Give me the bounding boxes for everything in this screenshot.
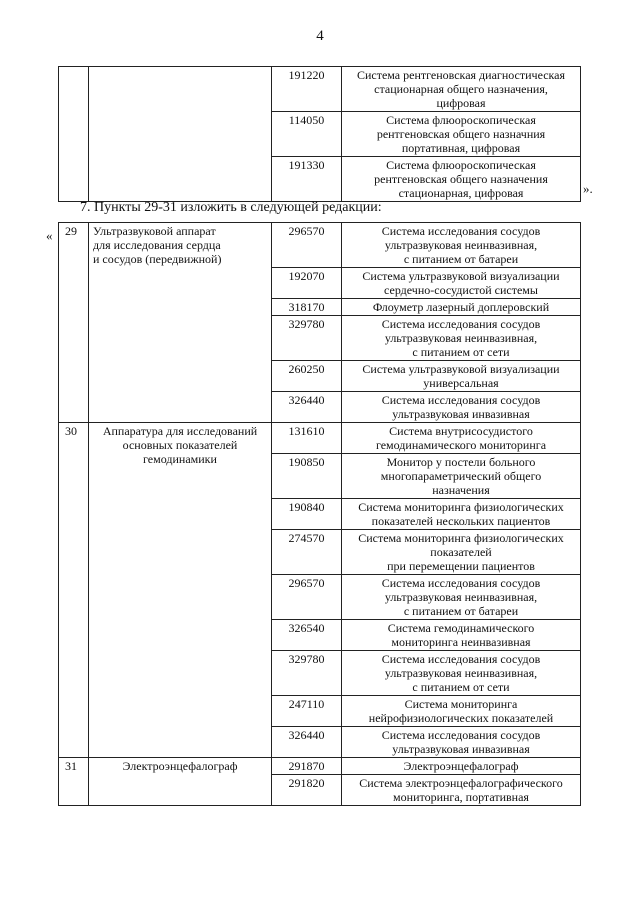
equipment-name-line: Система флюороскопическая	[386, 158, 536, 172]
equipment-name-line: рентгеновская общего назначения	[374, 172, 548, 186]
code-cell: 296570	[272, 223, 342, 268]
table-row	[59, 67, 581, 112]
equipment-name-line: стационарная, цифровая	[398, 186, 524, 200]
equipment-name-line: ультразвуковая неинвазивная,	[384, 331, 538, 345]
code-cell: 131610	[272, 423, 342, 454]
device-name-cell	[89, 758, 272, 806]
equipment-name-line: Монитор у постели больного	[386, 455, 536, 469]
equipment-name-line: с питанием от сети	[412, 680, 510, 694]
equipment-name-line: с питанием от батареи	[403, 604, 519, 618]
code-cell: 318170	[272, 299, 342, 316]
code-cell: 274570	[272, 530, 342, 575]
item-number-cell: 31	[59, 758, 89, 806]
equipment-name-line: Система ультразвуковой визуализации	[362, 362, 560, 376]
code-cell: 326440	[272, 727, 342, 758]
equipment-name-cell	[342, 620, 581, 651]
device-name-line: гемодинамики	[143, 452, 217, 466]
page-number: 4	[316, 28, 324, 44]
equipment-name-line: Система ультразвуковой визуализации	[362, 269, 560, 283]
equipment-name-cell	[342, 758, 581, 775]
opening-quote: «	[46, 228, 53, 243]
device-name-line: Электроэнцефалограф	[122, 759, 238, 773]
equipment-name-line: ультразвуковая инвазивная	[392, 407, 530, 421]
device-name-line: и сосудов (передвижной)	[93, 252, 222, 266]
equipment-name-line: показателей	[430, 545, 492, 559]
device-name-cell	[89, 67, 272, 202]
device-name-line: основных показателей	[122, 438, 238, 452]
code-cell: 191220	[272, 67, 342, 112]
equipment-name-cell	[342, 775, 581, 806]
equipment-name-line: гемодинамического мониторинга	[375, 438, 547, 452]
equipment-name-cell	[342, 223, 581, 268]
equipment-name-line: Электроэнцефалограф	[403, 759, 519, 773]
equipment-name-cell	[342, 268, 581, 299]
device-name-cell	[89, 423, 272, 758]
equipment-name-cell	[342, 499, 581, 530]
code-cell: 326540	[272, 620, 342, 651]
device-name-cell	[89, 223, 272, 423]
code-cell: 260250	[272, 361, 342, 392]
table-row	[59, 423, 581, 454]
code-cell: 247110	[272, 696, 342, 727]
equipment-name-line: ультразвуковая инвазивная	[392, 742, 530, 756]
closing-quote: ».	[583, 181, 593, 196]
equipment-name-line: Система исследования сосудов	[381, 393, 541, 407]
code-cell: 291870	[272, 758, 342, 775]
equipment-name-cell	[342, 530, 581, 575]
code-cell: 190840	[272, 499, 342, 530]
equipment-name-cell	[342, 299, 581, 316]
equipment-name-line: Система исследования сосудов	[381, 224, 541, 238]
code-cell: 329780	[272, 316, 342, 361]
item-number-cell: 30	[59, 423, 89, 758]
equipment-name-line: Система исследования сосудов	[381, 317, 541, 331]
equipment-name-cell	[342, 67, 581, 112]
equipment-name-cell	[342, 157, 581, 202]
equipment-name-line: Система исследования сосудов	[381, 576, 541, 590]
item-number-cell	[59, 67, 89, 202]
table-row	[59, 223, 581, 268]
equipment-name-cell	[342, 454, 581, 499]
device-name-line: Аппаратура для исследований	[102, 424, 258, 438]
equipment-name-line: универсальная	[423, 376, 499, 390]
equipment-name-line: стационарная общего назначения,	[374, 82, 548, 96]
code-cell: 191330	[272, 157, 342, 202]
equipment-name-line: Система исследования сосудов	[381, 728, 541, 742]
equipment-name-line: ультразвуковая неинвазивная,	[384, 238, 538, 252]
equipment-name-line: Система флюороскопическая	[386, 113, 536, 127]
equipment-name-cell	[342, 696, 581, 727]
equipment-name-line: рентгеновская общего назначния	[376, 127, 546, 141]
equipment-name-line: сердечно-сосудистой системы	[384, 283, 538, 297]
code-cell: 192070	[272, 268, 342, 299]
equipment-name-line: Система электроэнцефалографического	[359, 776, 563, 790]
equipment-name-cell	[342, 423, 581, 454]
code-cell: 291820	[272, 775, 342, 806]
equipment-name-line: цифровая	[436, 96, 486, 110]
equipment-name-line: нейрофизиологических показателей	[368, 711, 554, 725]
top-table	[58, 66, 581, 202]
equipment-name-line: ультразвуковая неинвазивная,	[384, 666, 538, 680]
equipment-name-cell	[342, 316, 581, 361]
main-table	[58, 222, 581, 806]
equipment-name-line: Система гемодинамического	[387, 621, 535, 635]
equipment-name-line: с питанием от сети	[412, 345, 510, 359]
equipment-name-cell	[342, 727, 581, 758]
equipment-name-line: Система мониторинга физиологических	[358, 500, 564, 514]
equipment-name-line: Система мониторинга	[404, 697, 518, 711]
equipment-name-line: при перемещении пациентов	[387, 559, 535, 573]
equipment-name-line: Система мониторинга физиологических	[358, 531, 564, 545]
equipment-name-line: ультразвуковая неинвазивная,	[384, 590, 538, 604]
equipment-name-cell	[342, 112, 581, 157]
equipment-name-line: Система исследования сосудов	[381, 652, 541, 666]
equipment-name-line: с питанием от батареи	[403, 252, 519, 266]
section-heading: 7. Пункты 29-31 изложить в следующей редакции:	[80, 200, 382, 215]
equipment-name-line: мониторинга неинвазивная	[391, 635, 531, 649]
code-cell: 114050	[272, 112, 342, 157]
device-name-line: Ультразвуковой аппарат	[93, 224, 216, 238]
equipment-name-line: портативная, цифровая	[401, 141, 521, 155]
equipment-name-line: многопараметрический общего	[380, 469, 542, 483]
equipment-name-cell	[342, 575, 581, 620]
code-cell: 329780	[272, 651, 342, 696]
equipment-name-cell	[342, 392, 581, 423]
equipment-name-line: мониторинга, портативная	[393, 790, 529, 804]
code-cell: 190850	[272, 454, 342, 499]
equipment-name-line: Система внутрисосудистого	[389, 424, 533, 438]
table-row	[59, 758, 581, 775]
equipment-name-line: Система рентгеновская диагностическая	[356, 68, 566, 82]
item-number-cell: 29	[59, 223, 89, 423]
equipment-name-line: показателей нескольких пациентов	[371, 514, 551, 528]
equipment-name-cell	[342, 361, 581, 392]
equipment-name-line: Флоуметр лазерный доплеровский	[372, 300, 550, 314]
equipment-name-cell	[342, 651, 581, 696]
code-cell: 296570	[272, 575, 342, 620]
device-name-line: для исследования сердца	[93, 238, 221, 252]
equipment-name-line: назначения	[432, 483, 490, 497]
code-cell: 326440	[272, 392, 342, 423]
